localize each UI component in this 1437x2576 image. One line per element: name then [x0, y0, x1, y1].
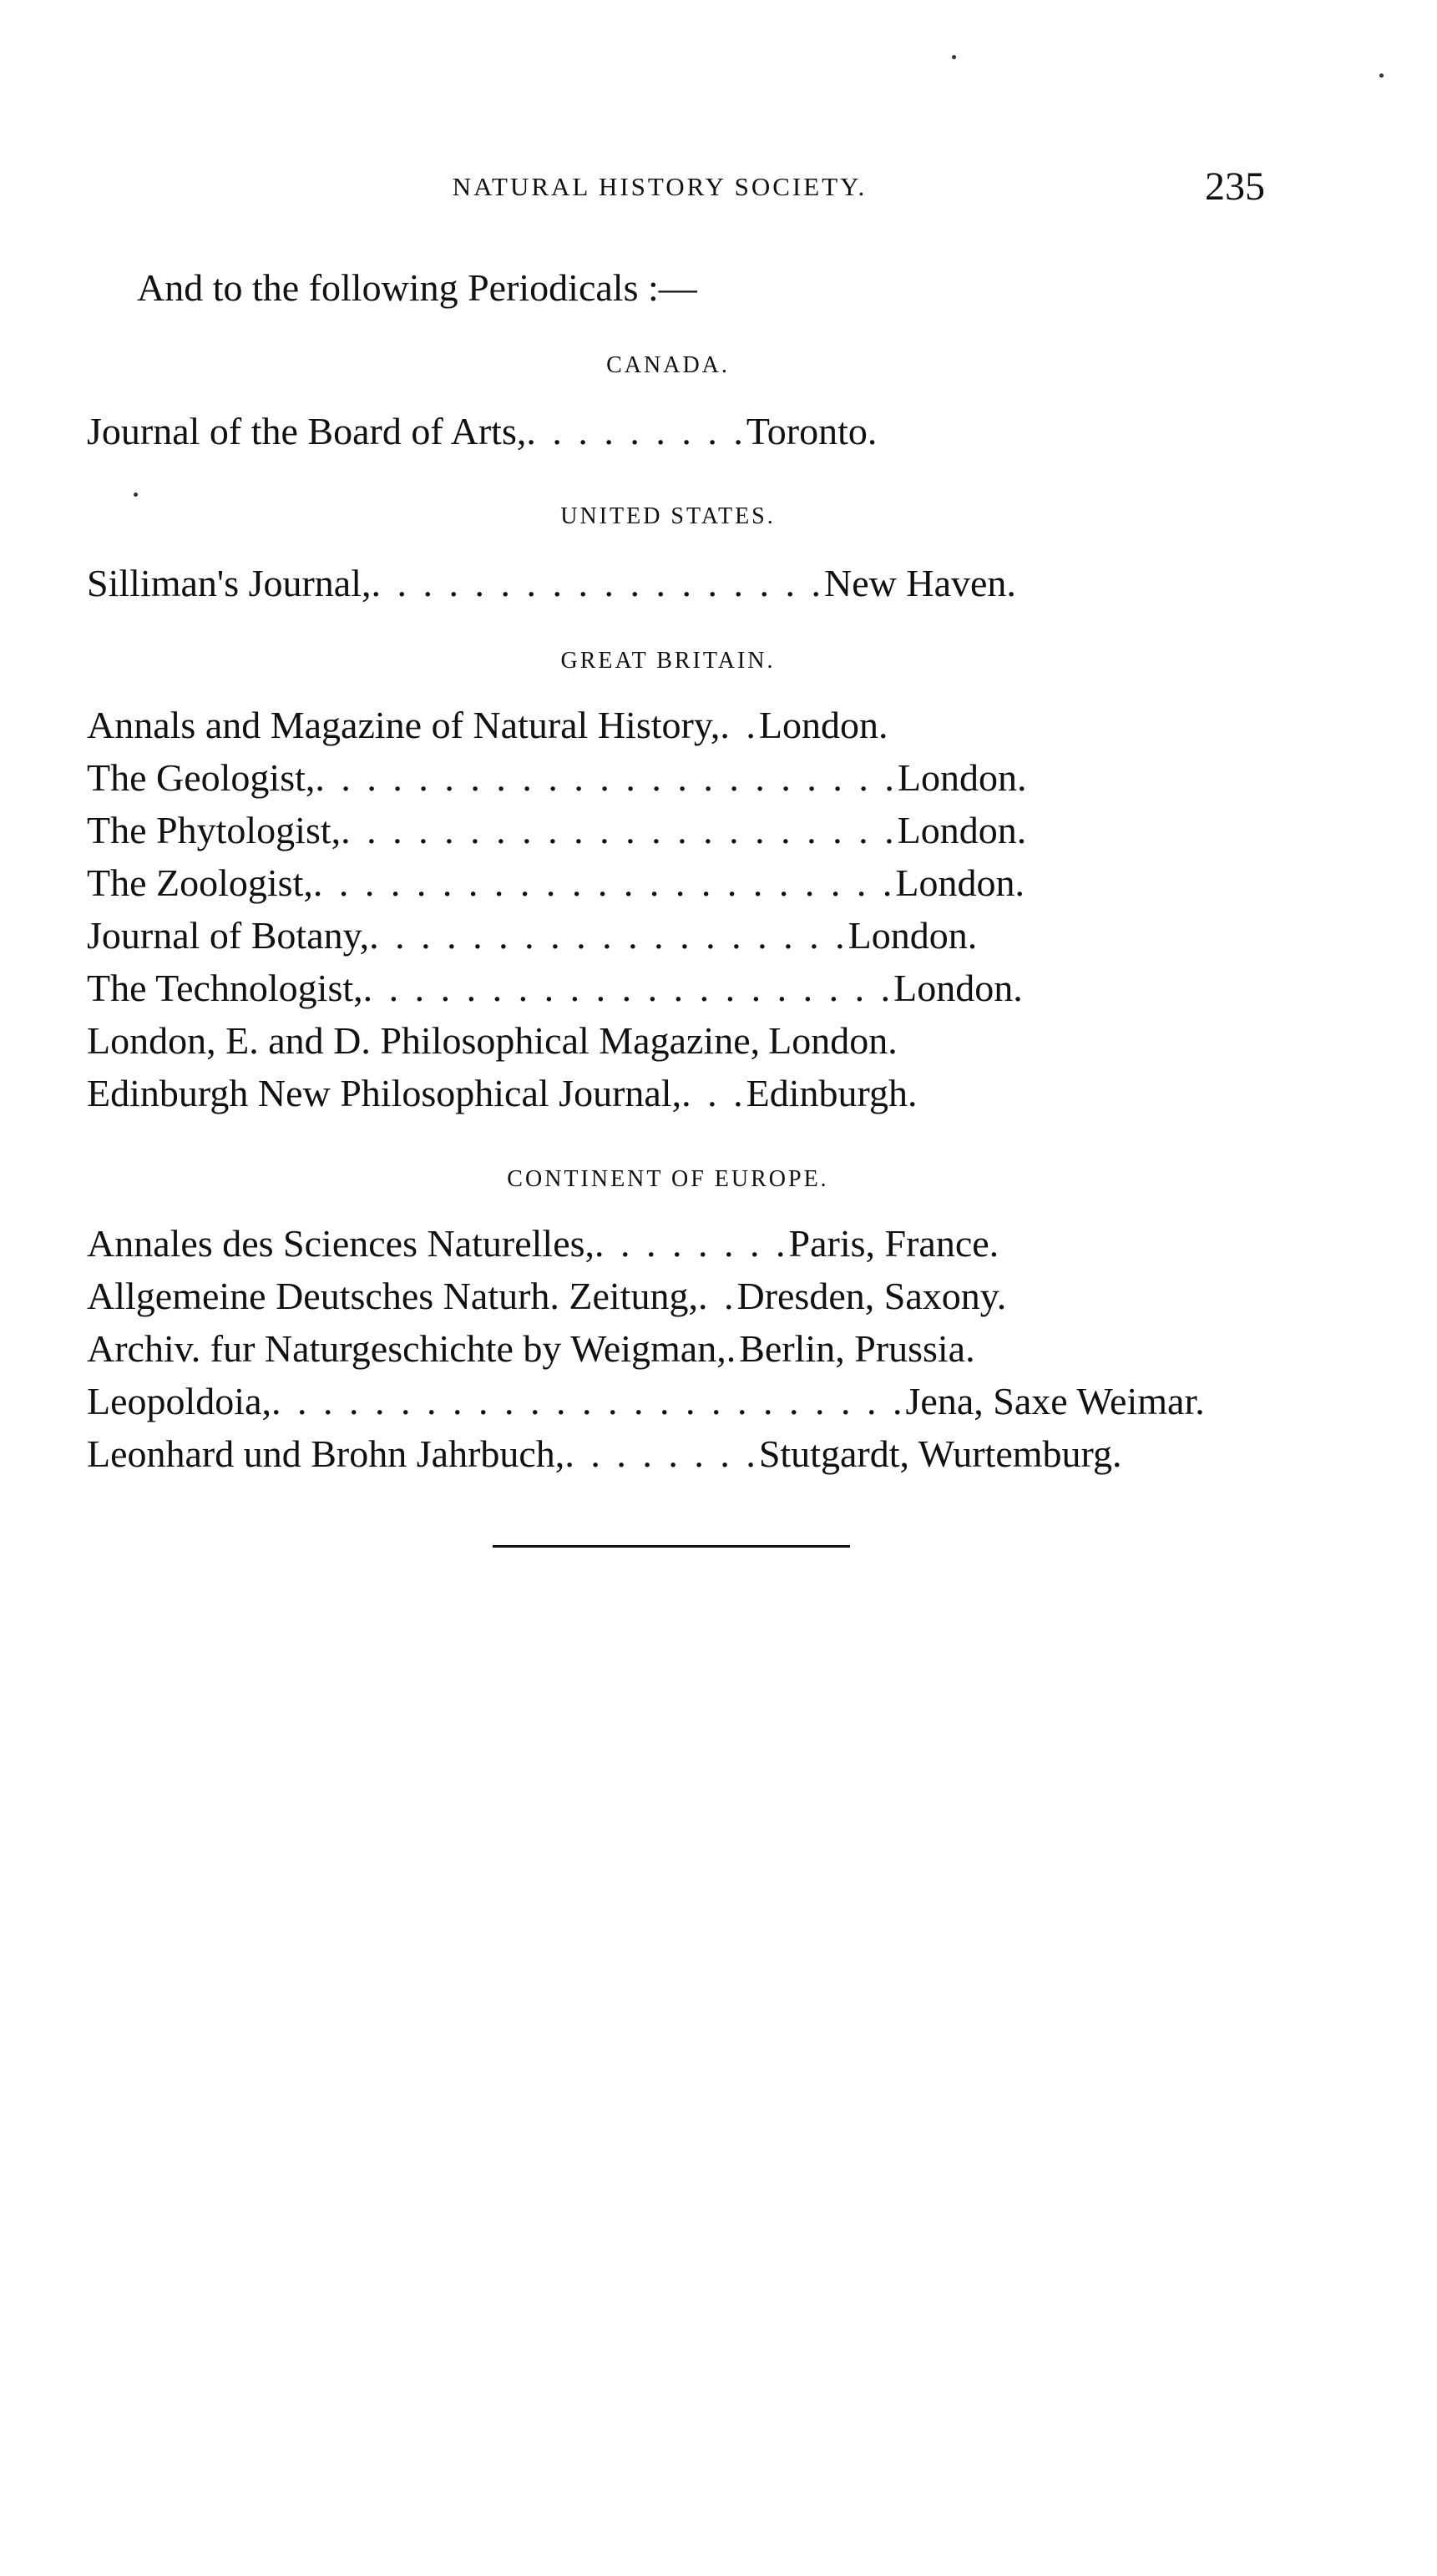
dot-leader: . . . . . . . .	[564, 1432, 759, 1475]
list-item	[87, 808, 1026, 860]
periodical-place: London.	[897, 809, 1027, 851]
list-item	[87, 913, 977, 965]
dot-leader: . . . . . . . . . . . . . . . . . . . . . .	[341, 809, 898, 851]
periodical-place: London.	[768, 1019, 898, 1062]
section-heading-canada: CANADA.	[606, 352, 730, 378]
dot-leader: . . . . . . . . . . . . . . . . . . .	[369, 914, 848, 957]
periodical-title: Allgemeine Deutsches Naturh. Zeitung,	[87, 1275, 698, 1317]
periodical-title: London, E. and D. Philosophical Magazine,	[87, 1019, 761, 1062]
periodical-place: London.	[893, 967, 1023, 1009]
running-head: NATURAL HISTORY SOCIETY.	[452, 172, 868, 201]
periodical-place: London.	[895, 861, 1025, 904]
periodical-title: The Technologist,	[87, 967, 363, 1009]
periodical-title: The Phytologist,	[87, 809, 342, 851]
periodical-place: London.	[758, 704, 888, 746]
periodical-title: Silliman's Journal,	[87, 562, 372, 604]
periodical-title: The Zoologist,	[87, 861, 313, 904]
list-item	[87, 966, 1023, 1018]
list-item	[87, 1071, 917, 1123]
list-item	[87, 1018, 898, 1070]
dot-leader: . . . . . . . .	[595, 1222, 789, 1265]
periodical-place: London.	[848, 914, 978, 957]
periodical-title: Annals and Magazine of Natural History,	[87, 704, 721, 746]
periodical-place: Berlin, Prussia.	[739, 1327, 975, 1370]
print-speck	[1379, 73, 1384, 78]
periodical-title: Leopoldoia,	[87, 1380, 271, 1422]
section-heading-united-states: UNITED STATES.	[560, 503, 776, 529]
periodical-place: Edinburgh.	[746, 1072, 918, 1114]
periodical-title: Archiv. fur Naturgeschichte by Weigman,	[87, 1327, 726, 1370]
dot-leader: . . . . . . . . . . . . . . . . . .	[371, 562, 825, 604]
dot-leader: .	[726, 1327, 740, 1370]
periodical-title: Journal of Botany,	[87, 914, 370, 957]
dot-leader: . . . . . . . . .	[526, 410, 746, 452]
print-speck	[134, 492, 138, 497]
periodical-title: Annales des Sciences Naturelles,	[87, 1222, 595, 1265]
closing-rule	[493, 1545, 850, 1548]
dot-leader: . . . . . . . . . . . . . . . . . . . . . . .	[312, 861, 896, 904]
list-item	[87, 409, 877, 461]
periodical-place: Stutgardt, Wurtemburg.	[758, 1432, 1122, 1475]
list-item	[87, 1326, 975, 1378]
list-item	[87, 861, 1025, 912]
print-speck	[952, 55, 956, 59]
periodical-place: Paris, France.	[788, 1222, 999, 1265]
periodical-place: Toronto.	[746, 410, 878, 452]
list-item	[87, 1432, 1122, 1483]
periodical-title: The Geologist,	[87, 756, 316, 799]
intro-line: And to the following Periodicals :—	[137, 266, 697, 309]
periodical-title: Edinburgh New Philosophical Journal,	[87, 1072, 682, 1114]
list-item	[87, 1379, 1205, 1431]
periodical-place: Jena, Saxe Weimar.	[905, 1380, 1205, 1422]
list-item	[87, 1221, 999, 1273]
dot-leader: . .	[720, 704, 759, 746]
dot-leader: . . . . . . . . . . . . . . . . . . . . . . .	[315, 756, 898, 799]
dot-leader: . . . . . . . . . . . . . . . . . . . . . . . . .	[271, 1380, 906, 1422]
dot-leader: . . .	[681, 1072, 746, 1114]
periodical-place: London.	[897, 756, 1027, 799]
list-item	[87, 755, 1027, 807]
page-number: 235	[1205, 164, 1265, 209]
dot-leader: . .	[697, 1275, 737, 1317]
section-heading-great-britain: GREAT BRITAIN.	[560, 648, 776, 674]
section-heading-continent-of-europe: CONTINENT OF EUROPE.	[507, 1166, 829, 1192]
periodical-title: Journal of the Board of Arts,	[87, 410, 527, 452]
periodical-place: Dresden, Saxony.	[736, 1275, 1007, 1317]
dot-leader: . . . . . . . . . . . . . . . . . . . . .	[362, 967, 894, 1009]
list-item	[87, 561, 1016, 613]
periodical-title: Leonhard und Brohn Jahrbuch,	[87, 1432, 565, 1475]
periodical-place: New Haven.	[824, 562, 1016, 604]
list-item	[87, 703, 888, 755]
list-item	[87, 1274, 1006, 1326]
